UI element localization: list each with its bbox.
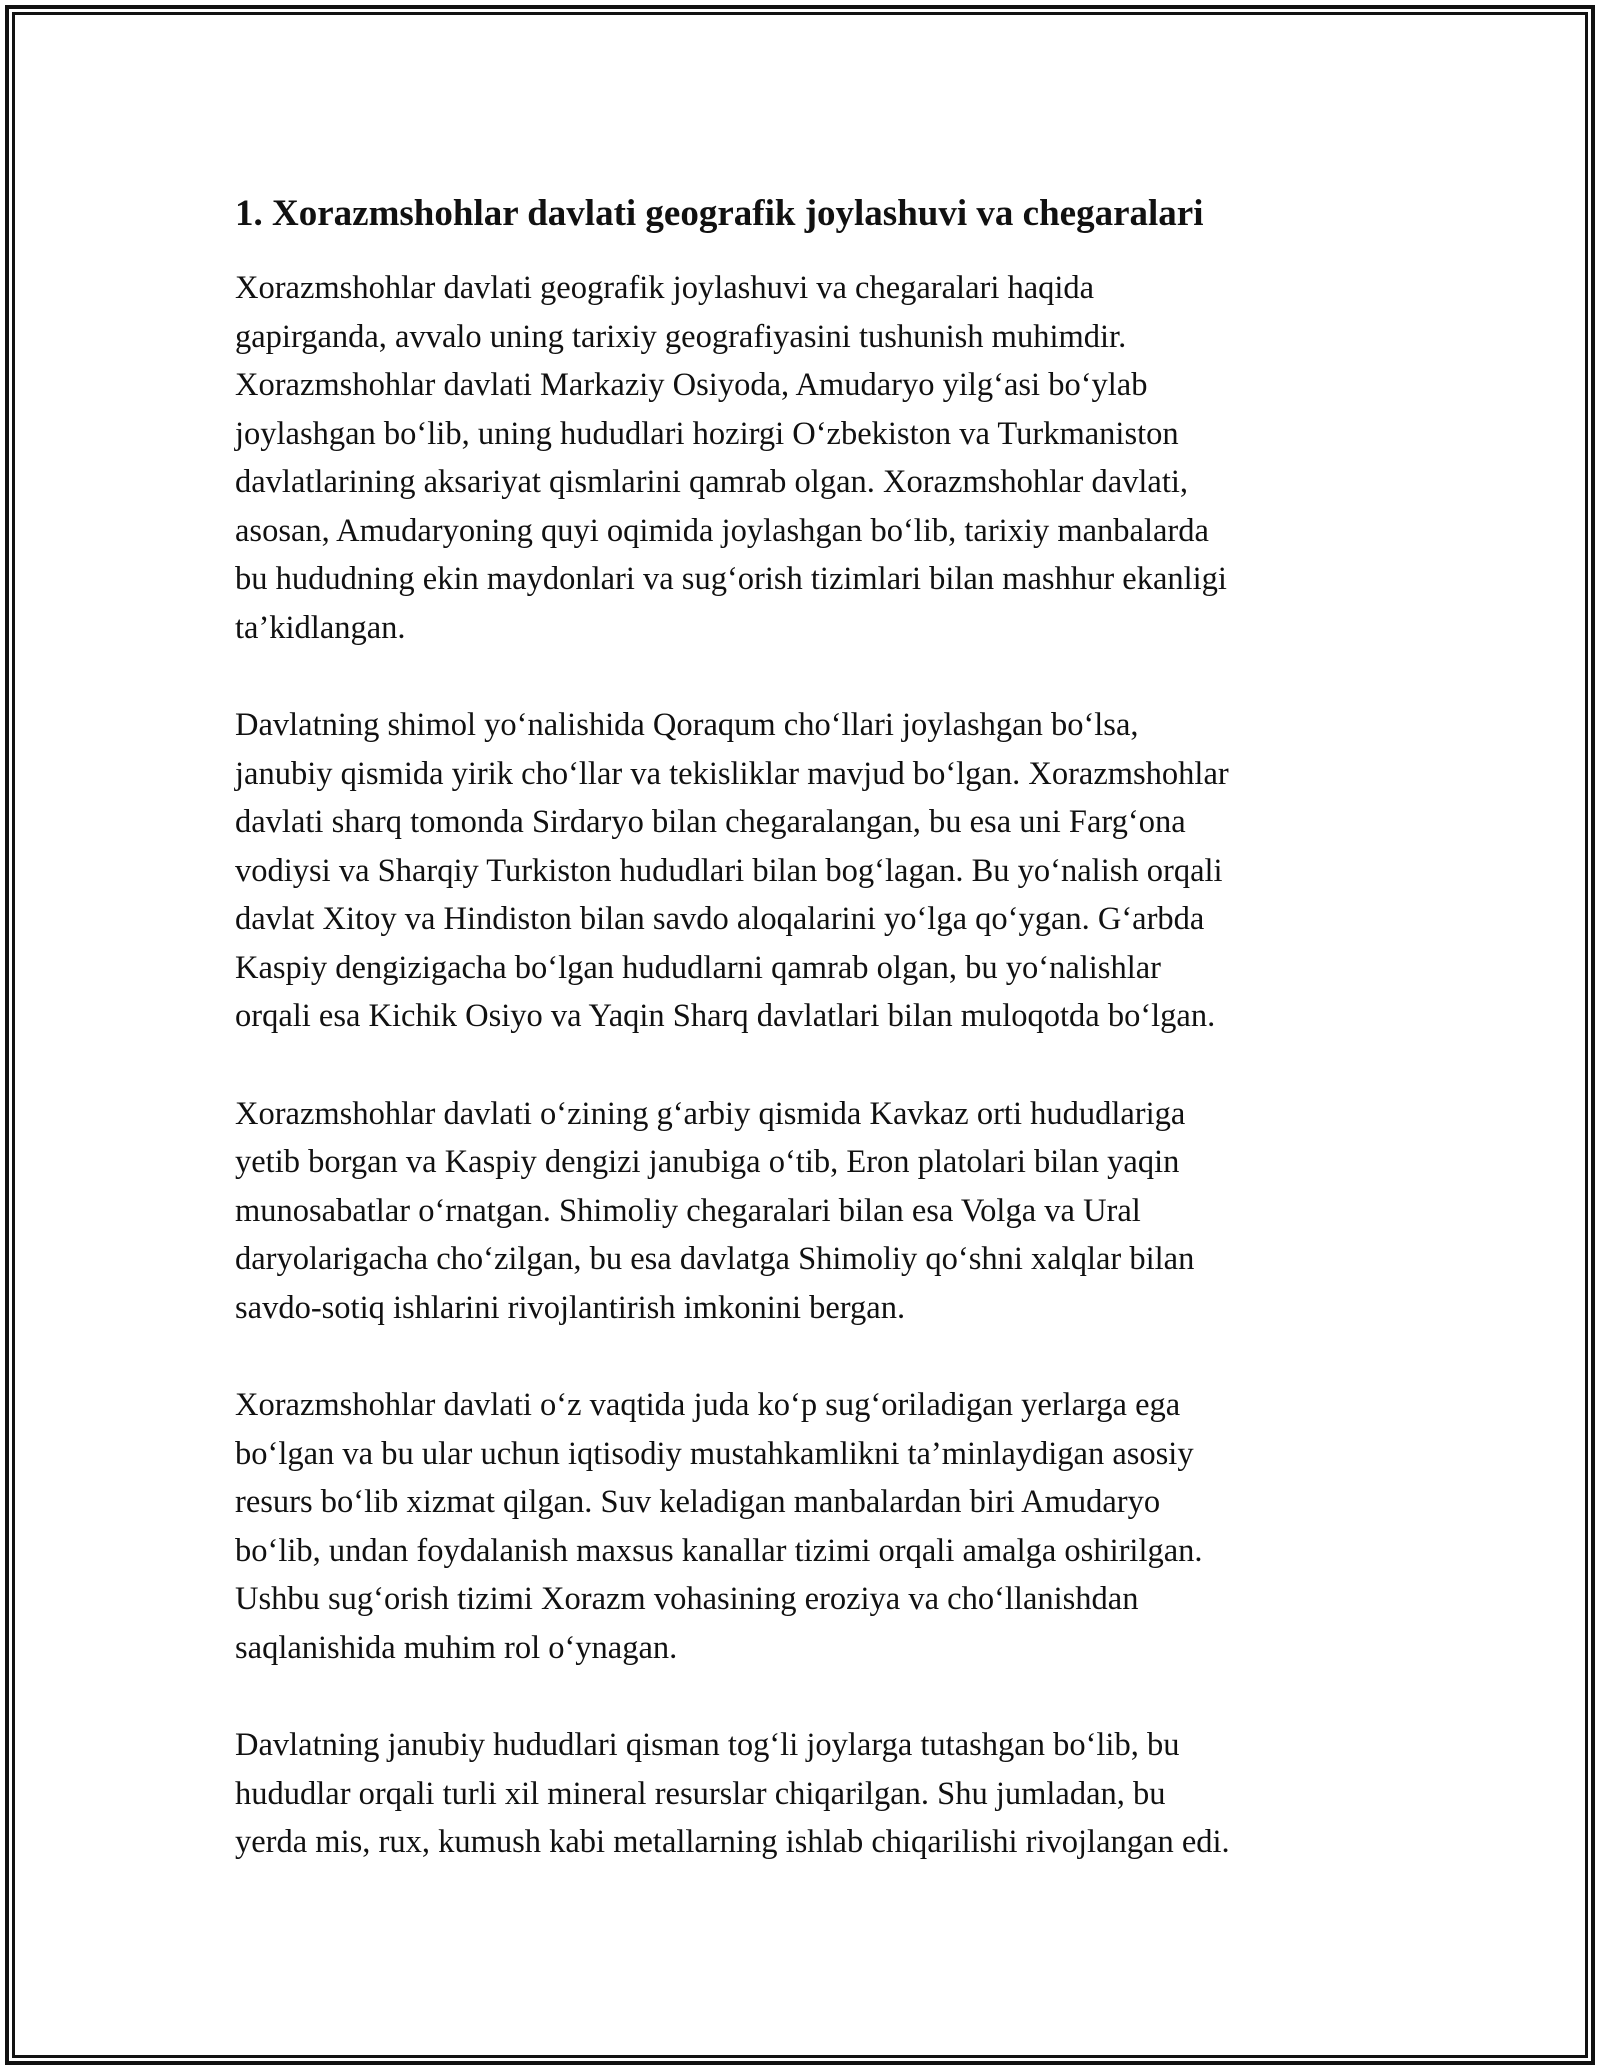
paragraph-4: Xorazmshohlar davlati oʻz vaqtida juda koʻp sugʻoriladigan yerlarga ega boʻlgan va bu ular uchun iqtisodiy mustahkamlikni ta’minlaydigan asosiy resurs boʻlib xizmat qilgan. Suv keladigan manbalardan biri Amudaryo boʻlib, undan foydalanish maxsus kanallar tizimi orqali amalga oshirilgan. Ushbu sugʻorish tizimi Xorazm vohasining eroziya va choʻllanishdan saqlanishida muhim rol oʻynagan. bbox=[235, 1387, 1203, 1666]
paragraph-3: Xorazmshohlar davlati oʻzining gʻarbiy qismida Kavkaz orti hududlariga yetib borgan va Kaspiy dengizi janubiga oʻtib, Eron platolari bilan yaqin munosabatlar oʻrnatgan. Shimoliy chegaralari bilan esa Volga va Ural daryolarigacha choʻzilgan, bu esa davlatga Shimoliy qoʻshni xalqlar bilan savdo-sotiq ishlarini rivojlantirish imkonini bergan. bbox=[235, 1095, 1195, 1326]
paragraph-1: Xorazmshohlar davlati geografik joylashuvi va chegaralari haqida gapirganda, avvalo uning tarixiy geografiyasini tushunish muhimdir. Xorazmshohlar davlati Markaziy Osiyoda, Amudaryo yilgʻasi boʻylab joylashgan boʻlib, uning hududlari hozirgi Oʻzbekiston va Turkmaniston davlatlarining aksariyat qismlarini qamrab olgan. Xorazmshohlar davlati, asosan, Amudaryoning quyi oqimida joylashgan boʻlib, tarixiy manbalarda bu hududning ekin maydonlari va sugʻorish tizimlari bilan mashhur ekanligi ta’kidlangan. bbox=[235, 270, 1227, 646]
paragraph-5: Davlatning janubiy hududlari qisman togʻli joylarga tutashgan boʻlib, bu hududlar orqali turli xil mineral resurslar chiqarilgan. Shu jumladan, bu yerda mis, rux, kumush kabi metallarning ishlab chiqarilishi rivojlangan edi. bbox=[235, 1727, 1230, 1860]
paragraph-2: Davlatning shimol yoʻnalishida Qoraqum choʻllari joylashgan boʻlsa, janubiy qismida yirik choʻllar va tekisliklar mavjud boʻlgan. Xorazmshohlar davlati sharq tomonda Sirdaryo bilan chegaralangan, bu esa uni Fargʻona vodiysi va Sharqiy Turkiston hududlari bilan bogʻlagan. Bu yoʻnalish orqali davlat Xitoy va Hindiston bilan savdo aloqalarini yoʻlga qoʻygan. Gʻarbda Kaspiy dengizigacha boʻlgan hududlarni qamrab olgan, bu yoʻnalishlar orqali esa Kichik Osiyo va Yaqin Sharq davlatlari bilan muloqotda boʻlgan. bbox=[235, 707, 1229, 1034]
section-heading: 1. Xorazmshohlar davlati geografik joylashuvi va chegaralari bbox=[235, 193, 1204, 234]
document-body bbox=[235, 190, 1375, 1916]
